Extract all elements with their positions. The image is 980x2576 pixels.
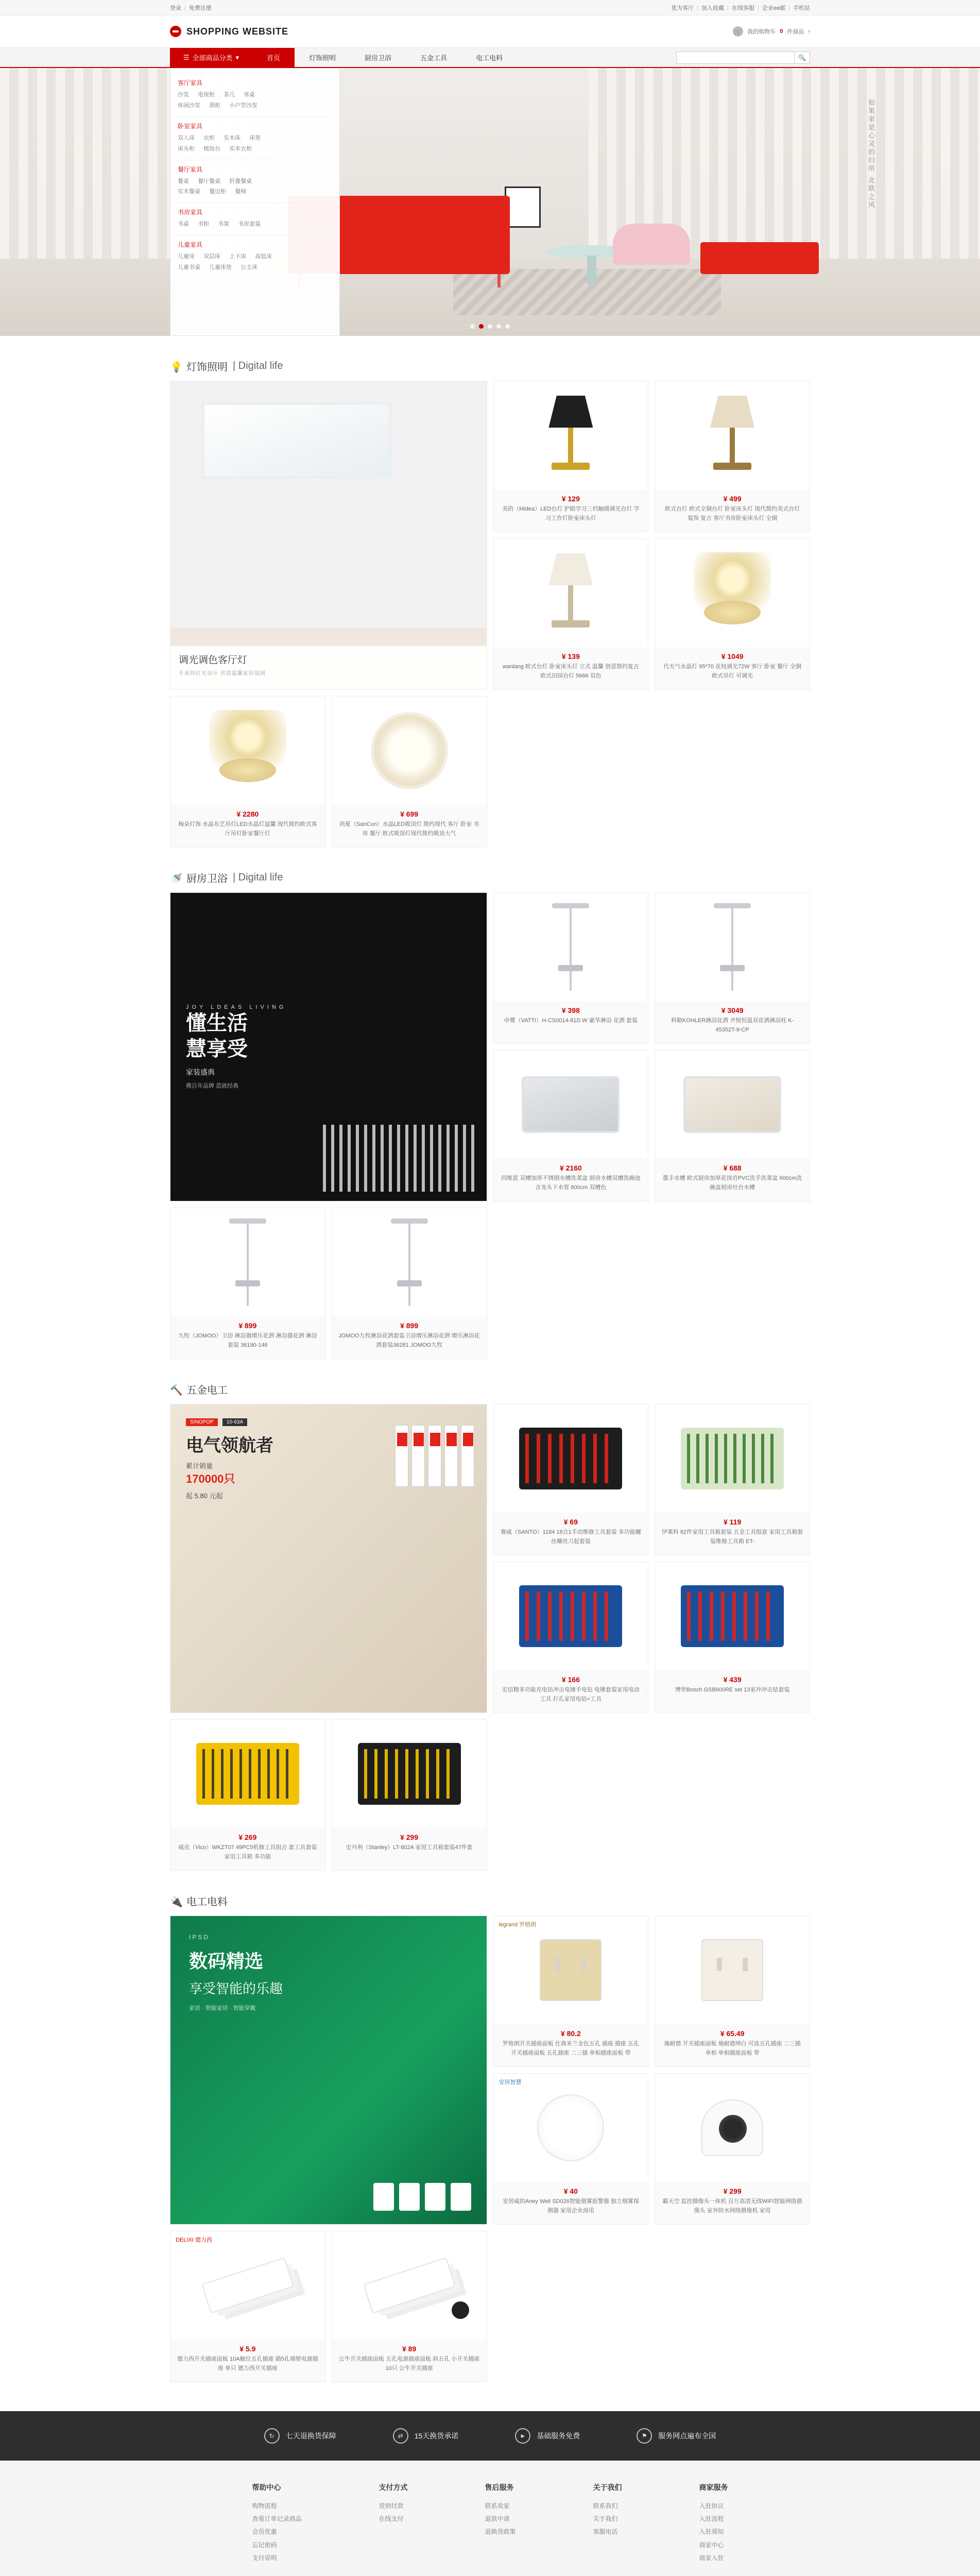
shipping-icon: ► xyxy=(515,2428,530,2444)
product-card[interactable] xyxy=(493,381,649,532)
product-price: ¥ 439 xyxy=(723,1675,742,1684)
product-desc: 德力西开关插座面板 10A触位五孔插座 插5孔墙壁电源插座 单只 德力西开关插座 xyxy=(177,2356,318,2371)
promo-line4: 携百年品牌 造就经典 xyxy=(186,1083,239,1089)
category-link[interactable]: 餐桌 xyxy=(178,178,189,184)
footer-link[interactable]: 入驻协议 xyxy=(699,2502,724,2510)
service-item xyxy=(637,2428,716,2444)
promo-line2: 慧享受 xyxy=(186,1038,248,1060)
product-price: ¥ 1049 xyxy=(721,652,744,660)
banner-red-ottoman xyxy=(700,242,819,274)
footer-link[interactable]: 忘记密码 xyxy=(252,2541,277,2549)
product-desc: JOMOO九牧淋浴花洒套装卫浴增压淋浴花洒 增压淋浴花洒套装36281 JOMOO九牧 xyxy=(338,1333,480,1348)
nav-item-label: 首页 xyxy=(267,54,281,62)
footer-column-title: 支付方式 xyxy=(379,2483,408,2492)
product-image xyxy=(494,1562,648,1670)
product-brand: 安居智慧 xyxy=(498,2079,522,2086)
promo-subtitle: 专业的灯光设计 营造温馨家居氛围 xyxy=(179,671,266,676)
section-title: 灯饰照明 xyxy=(186,362,228,373)
nav-items xyxy=(252,48,517,67)
category-link[interactable]: 实木床 xyxy=(223,134,241,141)
product-desc: 公牛开关插座面板 五孔电源插座面板 斜五孔 小开关插座 10只 公牛开关插座 xyxy=(339,2356,480,2371)
product-desc: wanlang 欧式台灯 卧室床头灯 立式 温馨 创意简约复古欧式田园台灯 5666 双色 xyxy=(502,664,639,679)
product-image xyxy=(494,381,648,489)
footer-link[interactable]: 会员优惠 xyxy=(252,2528,277,2536)
top-link-1[interactable]: 加入收藏 xyxy=(701,5,725,11)
tool-icon: 🔨 xyxy=(170,1384,183,1396)
category-group xyxy=(178,160,332,204)
category-link[interactable]: 休闲沙发 xyxy=(178,102,200,109)
category-link[interactable]: 酒柜 xyxy=(209,102,221,109)
banner-dot-active[interactable] xyxy=(479,324,484,329)
product-price: ¥ 139 xyxy=(561,652,580,660)
product-card[interactable] xyxy=(493,1404,649,1555)
footer-link[interactable]: 货到付款 xyxy=(379,2502,404,2510)
promo-tag: 10-63A xyxy=(222,1418,247,1426)
product-grid xyxy=(170,1404,810,1871)
product-desc: 霸天空 监控摄像头一体机 百万高清无线WIFI智能网络摄像头 室外防水网络摄像机 家用 xyxy=(662,2198,802,2214)
banner-picture-frame xyxy=(505,187,541,228)
product-card[interactable] xyxy=(655,1050,810,1201)
product-desc: 科勒KOHLER淋浴花洒 齐悦恒温双花洒淋浴柱 K-45352T-9-CP xyxy=(670,1018,794,1033)
banner-vertical-text: 如果家是心灵的归所 北欧之风 xyxy=(867,99,875,210)
product-image xyxy=(170,697,325,805)
promo-plugs-graphic xyxy=(373,2183,471,2211)
product-card[interactable] xyxy=(655,381,810,532)
promo-tile-electric[interactable] xyxy=(170,1916,487,2225)
product-card[interactable] xyxy=(332,2231,487,2382)
category-group xyxy=(178,203,332,235)
product-card[interactable] xyxy=(332,696,487,848)
product-price: ¥ 899 xyxy=(238,1321,257,1330)
category-link[interactable]: 餐厅餐桌 xyxy=(198,178,221,184)
nav-item-label: 五金工具 xyxy=(420,54,448,62)
footer-column-payment xyxy=(379,2482,408,2565)
product-image xyxy=(332,697,487,805)
product-card[interactable] xyxy=(493,538,649,690)
product-desc: 申鹭（VATTI）H-CS0014-81D.W 豪华淋浴 花洒 套装 xyxy=(504,1018,638,1024)
banner-dots xyxy=(0,324,980,329)
product-card[interactable] xyxy=(332,1719,487,1871)
product-image xyxy=(494,2074,648,2182)
section-subtitle: | Digital life xyxy=(233,360,283,371)
category-link[interactable]: 茶几 xyxy=(223,92,235,98)
footer-column-title: 帮助中心 xyxy=(252,2483,281,2492)
footer-link[interactable]: 购物流程 xyxy=(252,2502,277,2510)
category-link[interactable]: 书桌 xyxy=(178,221,189,228)
promo-breakers-graphic xyxy=(395,1425,474,1487)
product-image xyxy=(332,1720,487,1828)
menu-icon: ☰ xyxy=(183,53,190,61)
section-header xyxy=(170,359,810,381)
product-card[interactable] xyxy=(655,1404,810,1555)
banner-dot[interactable] xyxy=(505,324,510,329)
footer-link[interactable]: 联系我们 xyxy=(593,2502,618,2510)
top-link-4[interactable]: 手机站 xyxy=(793,5,810,11)
top-link-3[interactable]: 企业ее邮 xyxy=(762,5,786,11)
product-desc: 史丹利（Stanley）LT-802A 家用工具箱套装47件套 xyxy=(346,1844,473,1851)
promo-title: 调光调色客厅灯 xyxy=(179,655,248,666)
footer-column-help xyxy=(252,2482,301,2565)
product-card[interactable] xyxy=(493,1916,649,2067)
product-image xyxy=(332,2231,487,2340)
section-lighting xyxy=(170,336,810,848)
product-price: ¥ 119 xyxy=(723,1518,742,1526)
product-image xyxy=(332,1208,487,1316)
promo-brand: SINOPOP xyxy=(186,1418,218,1426)
nav-item-electric[interactable] xyxy=(461,48,517,67)
product-image xyxy=(655,1404,810,1513)
footer-link[interactable]: 退款中请 xyxy=(485,2515,510,2523)
promo-number: 170000只 xyxy=(186,1472,235,1485)
socket-icon: 🔌 xyxy=(170,1896,183,1908)
product-desc: 九牧（JOMOO）卫浴 淋浴器增压花洒 淋浴器花洒 淋浴套装 36190-146 xyxy=(178,1333,317,1348)
product-card[interactable] xyxy=(655,538,810,690)
product-price: ¥ 5.9 xyxy=(239,2345,256,2353)
kitchen-icon: 🚿 xyxy=(170,873,183,885)
divider: | xyxy=(788,4,790,11)
footer-link[interactable]: 商家中心 xyxy=(699,2541,724,2549)
product-image xyxy=(494,1916,648,2024)
product-card[interactable] xyxy=(493,1562,649,1713)
category-link[interactable]: 餐椅 xyxy=(235,189,247,195)
product-card[interactable] xyxy=(493,1050,649,1201)
product-grid xyxy=(170,381,810,848)
section-header xyxy=(170,1382,810,1404)
promo-tile-hardware[interactable] xyxy=(170,1404,487,1713)
product-desc: 博世Bosch GSB600RE set 13室冲冲击钻套装 xyxy=(675,1687,790,1693)
promo-image xyxy=(170,1404,487,1713)
logo[interactable] xyxy=(170,26,288,37)
product-brand: legrand 罗格朗 xyxy=(498,1922,537,1928)
product-price: ¥ 69 xyxy=(563,1518,578,1526)
product-card[interactable] xyxy=(170,1208,325,1359)
product-image xyxy=(170,1720,325,1828)
service-label: 服务网点遍布全国 xyxy=(658,2432,716,2440)
section-title: 五金电工 xyxy=(186,1385,228,1396)
promo-caption xyxy=(170,646,487,689)
search-wrap xyxy=(676,52,810,64)
promo-image xyxy=(170,1916,487,2224)
all-categories-label: 全部商品分类 xyxy=(192,54,233,62)
category-group xyxy=(178,74,332,117)
promo-image xyxy=(170,893,487,1201)
product-image xyxy=(655,1562,810,1670)
product-card[interactable] xyxy=(655,1562,810,1713)
product-price: ¥ 80.2 xyxy=(560,2029,581,2038)
nav-item-label: 灯饰照明 xyxy=(309,54,336,62)
nav-item-hardware[interactable] xyxy=(406,48,461,67)
search-icon[interactable]: 🔍 xyxy=(795,52,810,64)
hero-banner xyxy=(0,68,980,336)
promo-line1: 数码精选 xyxy=(189,1951,264,1972)
product-image xyxy=(655,539,810,647)
footer-link[interactable]: 客服电话 xyxy=(593,2528,618,2536)
category-link[interactable]: 公主床 xyxy=(240,264,258,271)
product-desc: 美的（Midea）LED台灯 护眼学习三档触摸调光台灯 学习工作灯卧室床头灯 xyxy=(502,506,640,521)
product-price: ¥ 3049 xyxy=(721,1006,744,1014)
footer-column-title: 关于我们 xyxy=(593,2483,622,2492)
promo-ceiling-lamp xyxy=(201,402,392,479)
product-price: ¥ 2160 xyxy=(559,1164,582,1172)
category-link[interactable]: 书柜 xyxy=(198,221,210,228)
exchange-icon: ⇄ xyxy=(393,2428,408,2444)
product-price: ¥ 40 xyxy=(563,2187,578,2195)
category-link[interactable]: 折叠餐桌 xyxy=(229,178,252,184)
section-title: 电工电料 xyxy=(186,1896,228,1908)
category-link[interactable]: 双人床 xyxy=(178,134,195,141)
service-item xyxy=(393,2428,459,2444)
product-image xyxy=(655,2074,810,2182)
top-bar xyxy=(0,0,980,15)
network-icon: ⚑ xyxy=(637,2428,652,2444)
category-link[interactable]: 实木衣柜 xyxy=(229,145,252,152)
product-desc: 尚夏（SanCun）水晶LED吸顶灯 简约现代 客厅 卧室 书房 餐厅 欧式吸顶灯现代简约吸顶大气 xyxy=(339,821,479,837)
footer-link[interactable]: 入驻流程 xyxy=(699,2515,724,2523)
category-group xyxy=(178,117,332,160)
category-links xyxy=(178,219,332,230)
footer-link[interactable]: 在线支付 xyxy=(379,2515,404,2523)
product-card[interactable] xyxy=(655,892,810,1044)
product-desc: 安居威的Aney Weli SD026智能烟雾报警器 独立烟雾探测器 家用企业商用 xyxy=(502,2198,639,2214)
section-kitchen xyxy=(170,848,810,1359)
logo-text: SHOPPING WEBSITE xyxy=(186,26,289,37)
product-price: ¥ 89 xyxy=(402,2345,417,2353)
product-image xyxy=(494,1404,648,1513)
top-bar-left xyxy=(170,4,212,12)
promo-tile-kitchen[interactable] xyxy=(170,892,487,1201)
promo-shelf-graphic xyxy=(323,1125,477,1192)
site-header xyxy=(0,15,980,47)
category-link[interactable]: 书房套装 xyxy=(238,221,261,228)
product-desc: 伊莱科 82件家用工具箱套装 五金工具组套 家用工具箱套装维修工具箱 ET- xyxy=(661,1529,803,1545)
footer-link[interactable]: 查看订单记录商品 xyxy=(252,2515,302,2523)
nav-search xyxy=(676,48,810,67)
product-card[interactable] xyxy=(493,2073,649,2225)
product-desc: 代夫气水晶灯 95*70 花枝调光72W 客厅 卧室 餐厅 全铜欧式吊灯 可调光 xyxy=(663,664,801,679)
product-price: ¥ 269 xyxy=(238,1833,257,1841)
product-desc: 墨丰水槽 欧式厨房加厚花岗岩PVC洗手洗菜盆 600cm洗碗盆厨房灶台水槽 xyxy=(662,1175,802,1191)
cart-icon: 🛒 xyxy=(733,26,743,37)
category-link[interactable]: 双层床 xyxy=(203,253,221,260)
nav-item-label: 厨房卫浴 xyxy=(365,54,392,62)
product-image xyxy=(655,1916,810,2024)
divider: | xyxy=(727,4,729,11)
product-price: ¥ 899 xyxy=(400,1321,419,1330)
category-link[interactable]: 小户型沙发 xyxy=(229,102,258,109)
category-panel xyxy=(170,68,340,336)
all-categories-button[interactable] xyxy=(170,48,252,67)
service-label: 基础服务免费 xyxy=(537,2432,580,2440)
category-link[interactable]: 沙发 xyxy=(178,92,189,98)
section-hardware xyxy=(170,1359,810,1871)
product-desc: 梅朵灯饰 水晶布艺吊灯LED水晶灯温馨 现代简约欧式客厅吊灯卧室餐厅灯 xyxy=(178,821,317,837)
promo-brand: IPSD xyxy=(189,1934,210,1941)
banner-dot[interactable] xyxy=(488,324,492,329)
cart-label-prefix: 我的购物车 xyxy=(747,29,776,35)
section-subtitle: | Digital life xyxy=(233,872,283,883)
product-brand: DELIXI 德力西 xyxy=(176,2237,212,2243)
footer-column-about xyxy=(593,2482,622,2565)
category-link[interactable]: 电视柜 xyxy=(198,92,215,98)
product-image xyxy=(170,1208,325,1316)
service-item xyxy=(515,2428,580,2444)
product-image xyxy=(494,539,648,647)
shopping-logo-icon xyxy=(170,26,181,37)
product-price: ¥ 2280 xyxy=(236,810,259,818)
category-links xyxy=(178,90,332,111)
category-group xyxy=(178,235,332,278)
product-grid xyxy=(170,1916,810,2382)
promo-kicker: JOY LDEAS LIVING xyxy=(186,1004,287,1010)
product-image xyxy=(655,381,810,489)
category-link[interactable]: 客桌 xyxy=(244,92,255,98)
product-price: ¥ 299 xyxy=(723,2187,742,2195)
promo-line2: 享受智能的乐趣 xyxy=(189,1981,283,1996)
product-price: ¥ 699 xyxy=(400,810,419,818)
category-links xyxy=(178,133,332,155)
banner-pink-chair xyxy=(613,224,690,265)
footer-link[interactable]: 商家入驻 xyxy=(699,2554,724,2562)
promo-line1: 懂生活 xyxy=(186,1012,248,1035)
footer-link[interactable]: 关于我们 xyxy=(593,2515,618,2523)
category-links xyxy=(178,251,332,273)
category-group-title: 餐厅家具 xyxy=(178,165,203,173)
product-price: ¥ 688 xyxy=(723,1164,742,1172)
product-desc: 四维蓝 双槽加厚不锈钢水槽洗菜盆 厨房水槽双槽洗碗池 含龙头下水管 800cm 双槽色 xyxy=(501,1175,641,1191)
promo-tile-lighting[interactable] xyxy=(170,381,487,690)
category-link[interactable]: 餐边柜 xyxy=(209,189,227,195)
product-image xyxy=(655,1050,810,1159)
category-group-title: 书房家具 xyxy=(178,209,203,216)
product-image xyxy=(170,2231,325,2340)
divider: | xyxy=(697,4,699,11)
product-desc: 欧式台灯 欧式全铜台灯 卧室床头灯 现代简约美式台灯 装饰 复古 客厅书房卧室床头灯 全铜 xyxy=(665,506,800,521)
section-header xyxy=(170,1893,810,1916)
chevron-right-icon: › xyxy=(808,28,810,35)
register-link[interactable]: 免费注册 xyxy=(188,5,212,11)
product-card[interactable] xyxy=(170,696,325,848)
category-link[interactable]: 书架 xyxy=(218,221,230,228)
section-electric xyxy=(170,1871,810,2382)
product-image xyxy=(494,1050,648,1159)
nav-item-home[interactable] xyxy=(252,48,295,67)
promo-image xyxy=(170,381,487,689)
product-card[interactable] xyxy=(170,2231,325,2382)
category-link[interactable]: 实木餐桌 xyxy=(178,189,200,195)
category-link[interactable]: 梳妆台 xyxy=(203,145,221,152)
promo-sub: 累计销量 xyxy=(186,1462,213,1470)
category-link[interactable]: 床垫 xyxy=(249,134,261,141)
promo-line3: 家装盛典 xyxy=(186,1068,215,1076)
product-grid xyxy=(170,892,810,1359)
promo-title: 电气领航者 xyxy=(186,1436,273,1455)
service-label: 15天换货承诺 xyxy=(414,2432,459,2440)
category-link[interactable]: 高低床 xyxy=(255,253,272,260)
main-nav xyxy=(0,47,980,68)
product-card[interactable] xyxy=(170,1719,325,1871)
product-image xyxy=(494,893,648,1001)
footer-column-aftersales xyxy=(485,2482,516,2565)
footer-columns xyxy=(170,2482,810,2565)
chevron-down-icon: ▾ xyxy=(235,53,239,61)
category-group-title: 儿童家具 xyxy=(178,241,203,249)
footer-link[interactable]: 退换货政策 xyxy=(485,2528,516,2536)
footer-column-title: 商家服务 xyxy=(699,2483,728,2492)
product-card[interactable] xyxy=(493,892,649,1044)
divider: | xyxy=(758,4,759,11)
promo-price-note: 起 5.80 元起 xyxy=(186,1492,223,1500)
promo-line3: 家居 · 智能家居 · 智能穿戴 xyxy=(189,2005,256,2011)
banner-dot[interactable] xyxy=(496,324,501,329)
product-price: ¥ 499 xyxy=(723,495,742,503)
category-group-title: 客厅家具 xyxy=(178,79,203,87)
footer-column-title: 售后服务 xyxy=(485,2483,514,2492)
top-link-0[interactable]: 优为客厅 xyxy=(671,5,694,11)
product-desc: 施耐德 开关插座面板 施耐德绅白 可选五孔插座 二三插 单相 单相插座面板 带 xyxy=(664,2041,801,2056)
refund-icon: ↻ xyxy=(264,2428,280,2444)
product-desc: 宏信精多功能充电钻冲击电锤手电钻 电锤套装家用电动工具 打孔家用电钻+工具 xyxy=(502,1687,640,1702)
footer-link[interactable]: 联系卖家 xyxy=(485,2502,510,2510)
category-link[interactable]: 床头柜 xyxy=(178,145,195,152)
product-price: ¥ 65.49 xyxy=(720,2029,745,2038)
category-link[interactable]: 儿童书桌 xyxy=(178,264,200,271)
product-desc: 赛威（SANTO）1184 18合1手动维修工具套装 多功能螺丝螺丝刀起套装 xyxy=(500,1529,641,1545)
top-link-2[interactable]: 在线客服 xyxy=(732,5,755,11)
category-link[interactable]: 上下床 xyxy=(229,253,247,260)
section-title: 厨房卫浴 xyxy=(186,873,228,885)
nav-item-label: 电工电料 xyxy=(476,54,503,62)
category-links xyxy=(178,176,332,198)
category-group-title: 卧室家具 xyxy=(178,122,203,130)
section-header xyxy=(170,870,810,892)
site-footer xyxy=(0,2461,980,2576)
nav-item-lighting[interactable] xyxy=(295,48,350,67)
login-link[interactable]: 登录 xyxy=(170,5,181,11)
service-item xyxy=(264,2428,336,2444)
product-price: ¥ 398 xyxy=(561,1006,580,1014)
top-bar-right xyxy=(671,4,810,12)
product-card[interactable] xyxy=(655,1916,810,2067)
nav-item-kitchen[interactable] xyxy=(350,48,406,67)
product-price: ¥ 129 xyxy=(561,495,580,503)
search-input[interactable] xyxy=(676,52,795,64)
lamp-icon: 💡 xyxy=(170,361,183,373)
category-link[interactable]: 儿童床垫 xyxy=(209,264,232,271)
banner-dot[interactable] xyxy=(470,324,475,329)
category-link[interactable]: 衣柜 xyxy=(203,134,215,141)
product-card[interactable] xyxy=(655,2073,810,2225)
banner-image xyxy=(0,68,980,336)
product-card[interactable] xyxy=(332,1208,487,1359)
cart-count: 0 xyxy=(780,28,783,35)
footer-link[interactable]: 入驻须知 xyxy=(699,2528,724,2536)
product-desc: 威克（Vico）WKZT07 49PC5机修工具组合 套工具套装 家用工具箱 多功能 xyxy=(178,1844,317,1860)
cart-label-suffix: 件商品 xyxy=(787,29,804,35)
category-link[interactable]: 儿童床 xyxy=(178,253,195,260)
cart-widget[interactable] xyxy=(733,26,810,37)
product-price: ¥ 166 xyxy=(561,1675,580,1684)
footer-link[interactable]: 支付说明 xyxy=(252,2554,277,2562)
footer-column-merchant xyxy=(699,2482,728,2565)
divider: | xyxy=(184,4,186,11)
service-bar xyxy=(0,2411,980,2461)
product-image xyxy=(655,893,810,1001)
service-label: 七天退换货保障 xyxy=(285,2432,336,2440)
product-price: ¥ 299 xyxy=(400,1833,419,1841)
product-desc: 罗格朗开关插座面板 仕典米兰金色五孔 插座 插座 五孔 开关插座面板 五孔插座 二三插 单相插座面板 带 xyxy=(502,2041,639,2056)
